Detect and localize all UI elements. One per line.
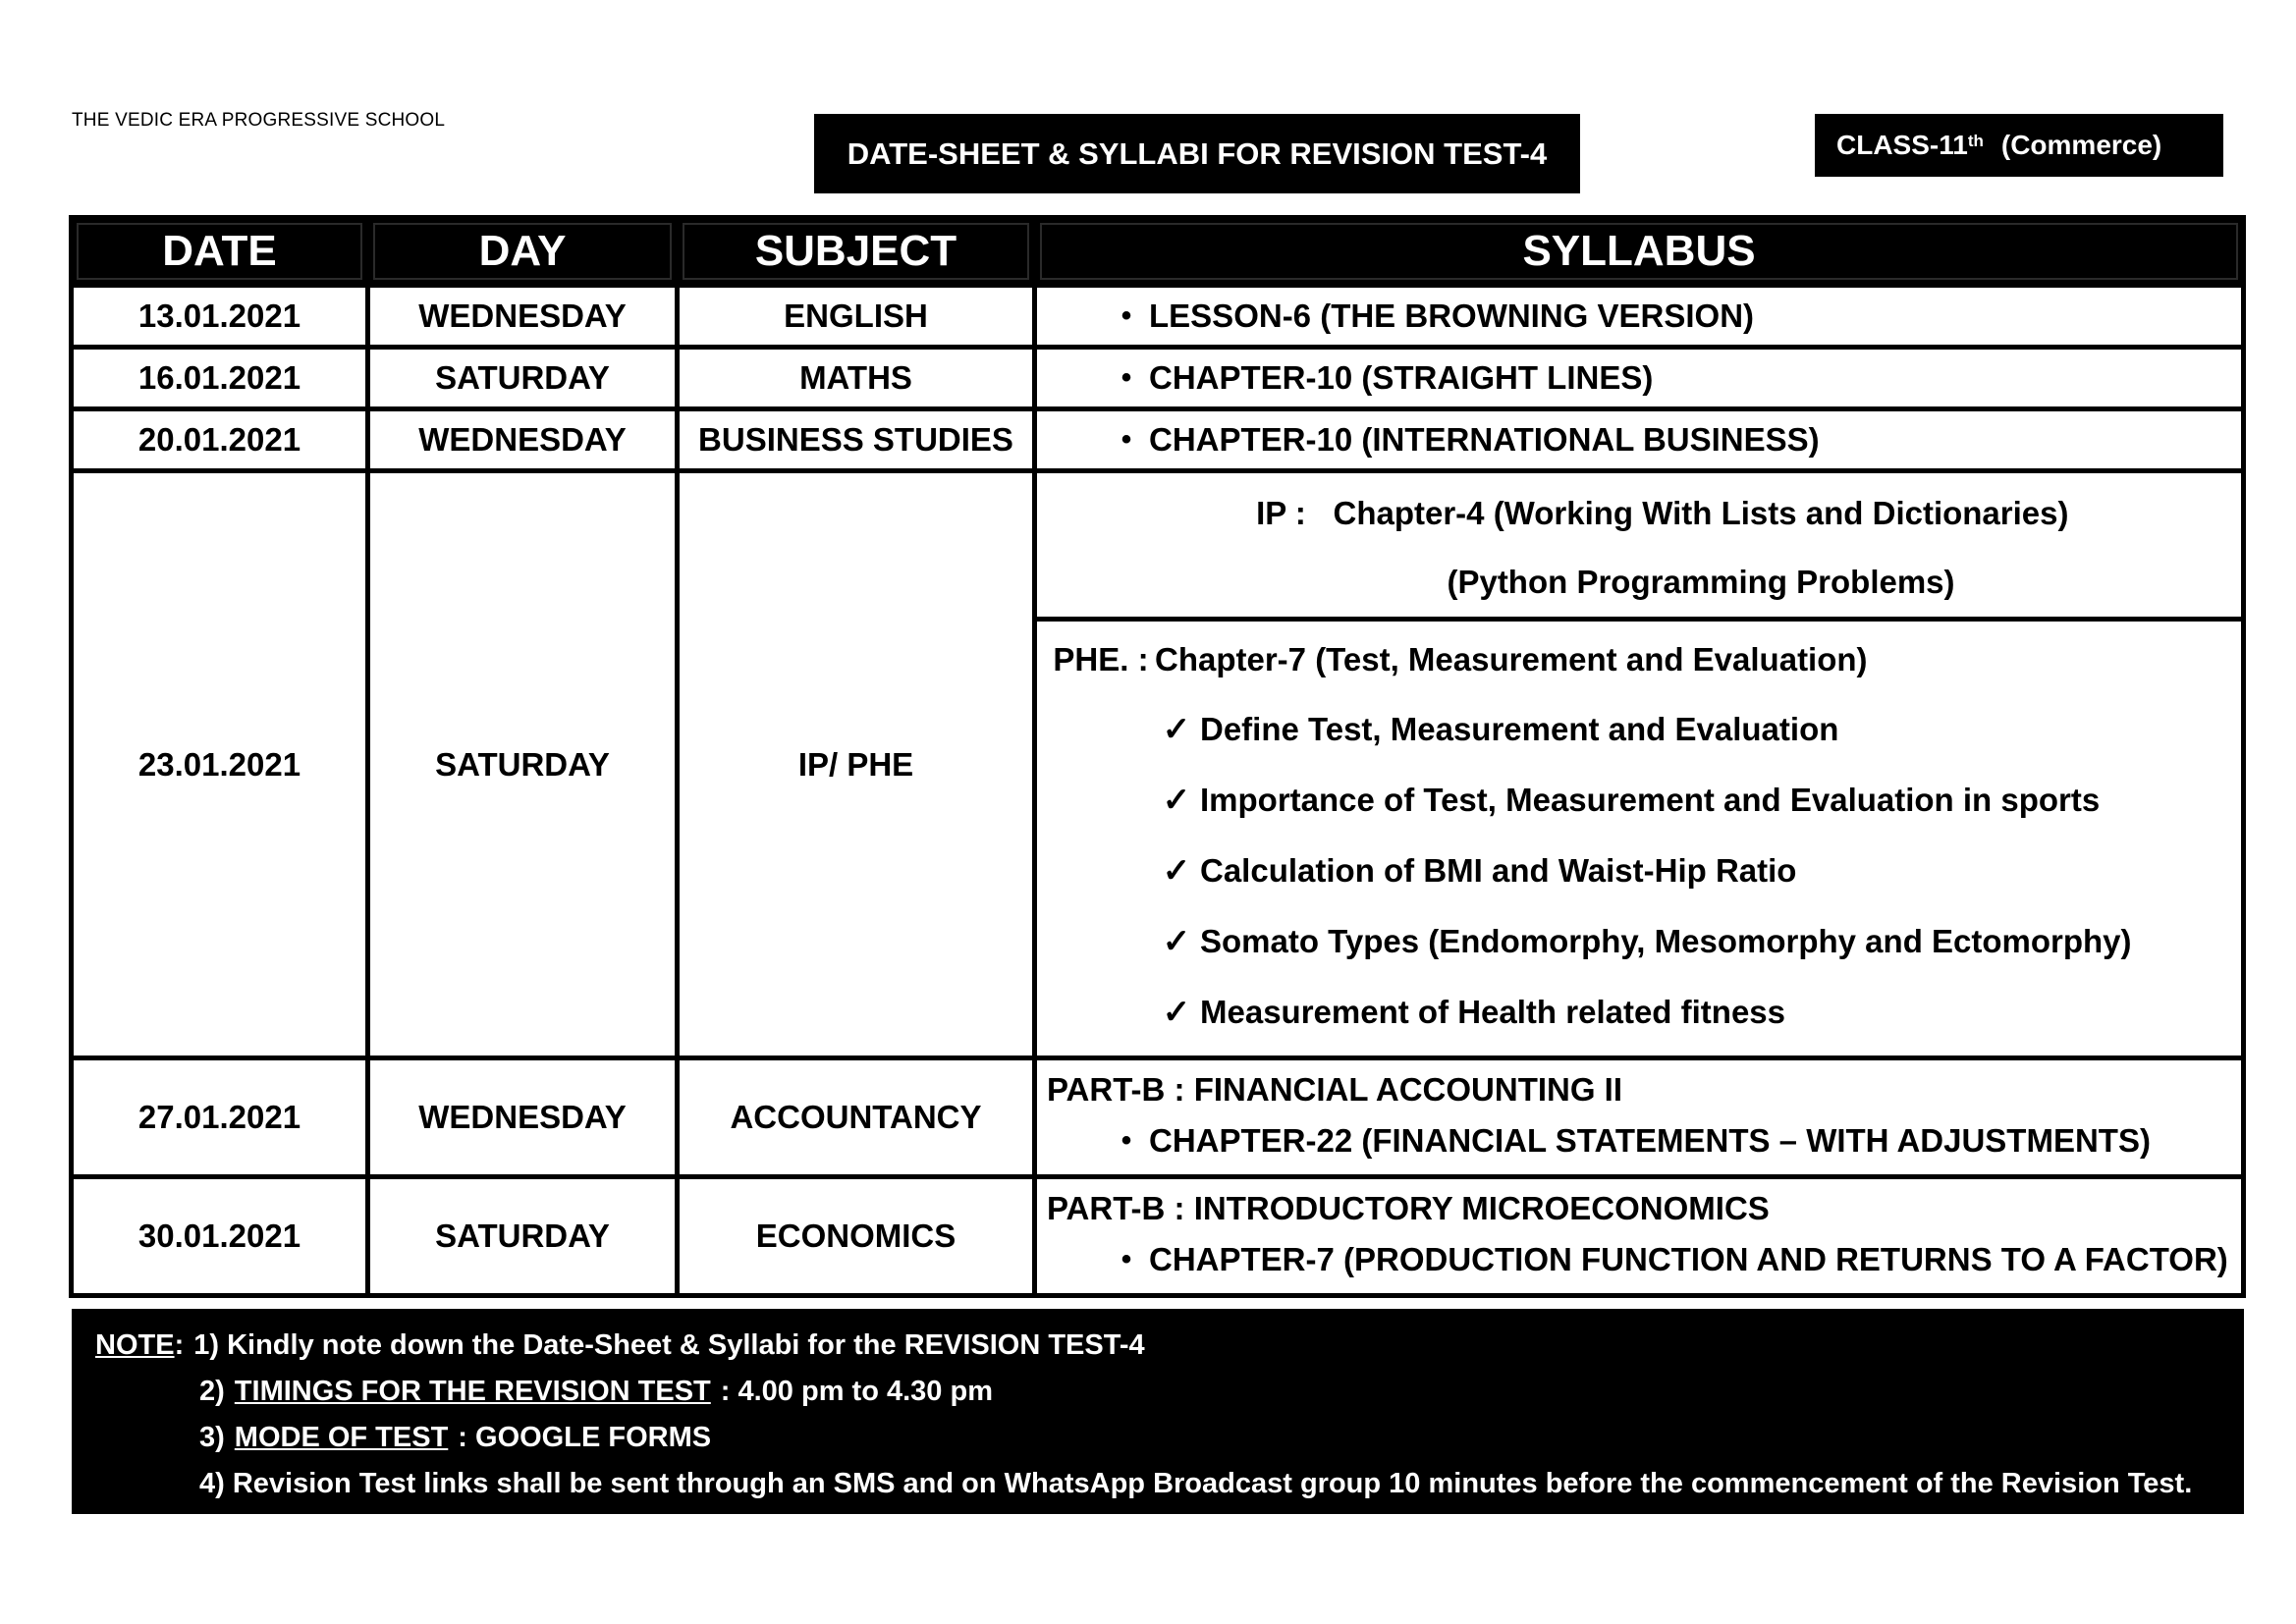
cell-subject: IP/ PHE	[678, 471, 1035, 1058]
cell-syllabus-ip	[1035, 471, 2244, 620]
cell-subject: MATHS	[678, 348, 1035, 409]
school-name: THE VEDIC ERA PROGRESSIVE SCHOOL	[72, 110, 446, 131]
checkmark-icon: ✓	[1162, 782, 1191, 819]
cell-subject: BUSINESS STUDIES	[678, 409, 1035, 471]
page-title: DATE-SHEET & SYLLABI FOR REVISION TEST-4	[814, 114, 1580, 193]
ip-extra: (Python Programming Problems)	[1447, 564, 1955, 600]
cell-day: WEDNESDAY	[368, 409, 678, 471]
bullet-icon: •	[1121, 1243, 1132, 1275]
table-row	[72, 286, 2244, 348]
phe-point: Measurement of Health related fitness	[1200, 994, 1785, 1030]
phe-label: PHE. :	[1053, 641, 1149, 677]
class-stream: (Commerce)	[2000, 130, 2162, 160]
syllabus-text: CHAPTER-7 (PRODUCTION FUNCTION AND RETURNS TO A FACTOR)	[1149, 1241, 2228, 1277]
table-row	[72, 409, 2244, 471]
cell-syllabus	[1035, 286, 2244, 348]
cell-syllabus	[1035, 1177, 2244, 1296]
cell-subject: ECONOMICS	[678, 1177, 1035, 1296]
note-value: : 4.00 pm to 4.30 pm	[720, 1376, 993, 1407]
cell-syllabus	[1035, 348, 2244, 409]
note-line-1: NOTE : 1) Kindly note down the Date-Sheet & Syllabi for the REVISION TEST-4	[95, 1329, 1145, 1361]
note-label: NOTE	[95, 1329, 175, 1361]
bullet-icon: •	[1121, 299, 1132, 332]
date-sheet-table	[69, 215, 2246, 1298]
cell-day: SATURDAY	[368, 471, 678, 1058]
class-sup: th	[1967, 132, 1984, 150]
cell-syllabus	[1035, 1058, 2244, 1177]
bullet-icon: •	[1121, 423, 1132, 456]
phe-point: Define Test, Measurement and Evaluation	[1200, 711, 1839, 747]
table-row	[72, 471, 2244, 620]
note-line-4: 4) Revision Test links shall be sent through an SMS and on WhatsApp Broadcast group 10 minutes before the commencement of the Revision Test.	[199, 1468, 2193, 1499]
cell-day: SATURDAY	[368, 1177, 678, 1296]
table-row	[72, 1058, 2244, 1177]
note-key: TIMINGS FOR THE REVISION TEST	[234, 1376, 711, 1407]
note-box	[72, 1309, 2244, 1514]
cell-day: WEDNESDAY	[368, 286, 678, 348]
cell-date: 20.01.2021	[72, 409, 368, 471]
header-syllabus: SYLLABUS	[1035, 218, 2244, 286]
list-item	[1047, 906, 2241, 977]
part-heading: PART-B : FINANCIAL ACCOUNTING II	[1047, 1071, 1623, 1108]
ip-chapter: Chapter-4 (Working With Lists and Dictionaries)	[1333, 495, 2069, 531]
cell-date: 23.01.2021	[72, 471, 368, 1058]
phe-point: Importance of Test, Measurement and Evaluation in sports	[1200, 782, 2101, 818]
header-day: DAY	[368, 218, 678, 286]
note-key: MODE OF TEST	[234, 1422, 449, 1453]
list-item	[1047, 765, 2241, 836]
cell-syllabus	[1035, 409, 2244, 471]
phe-point: Somato Types (Endomorphy, Mesomorphy and Ectomorphy)	[1200, 923, 2132, 959]
table-row	[72, 1177, 2244, 1296]
ip-label: IP :	[1256, 495, 1306, 531]
checkmark-icon: ✓	[1162, 711, 1191, 748]
list-item	[1047, 694, 2241, 765]
note-num: 3)	[199, 1422, 225, 1453]
phe-chapter: Chapter-7 (Test, Measurement and Evaluation)	[1155, 641, 1868, 677]
cell-date: 16.01.2021	[72, 348, 368, 409]
cell-day: WEDNESDAY	[368, 1058, 678, 1177]
note-num: 2)	[199, 1376, 225, 1407]
syllabus-text: CHAPTER-10 (INTERNATIONAL BUSINESS)	[1149, 421, 1820, 458]
checkmark-icon: ✓	[1162, 994, 1191, 1031]
bullet-icon: •	[1121, 361, 1132, 394]
cell-day: SATURDAY	[368, 348, 678, 409]
checkmark-icon: ✓	[1162, 852, 1191, 890]
cell-date: 13.01.2021	[72, 286, 368, 348]
table-row	[72, 348, 2244, 409]
cell-subject: ACCOUNTANCY	[678, 1058, 1035, 1177]
bullet-icon: •	[1121, 1124, 1132, 1157]
class-label	[1815, 114, 2223, 177]
part-heading: PART-B : INTRODUCTORY MICROECONOMICS	[1047, 1190, 1770, 1226]
note-line-3	[95, 1415, 2244, 1461]
header-subject: SUBJECT	[678, 218, 1035, 286]
table-header-row	[72, 218, 2244, 286]
cell-date: 27.01.2021	[72, 1058, 368, 1177]
checkmark-icon: ✓	[1162, 923, 1191, 960]
note-line-2	[95, 1369, 2244, 1415]
header-date: DATE	[72, 218, 368, 286]
list-item	[1047, 977, 2241, 1048]
note-text-1: 1) Kindly note down the Date-Sheet & Syllabi for the REVISION TEST-4	[193, 1329, 1145, 1361]
cell-date: 30.01.2021	[72, 1177, 368, 1296]
note-value: : GOOGLE FORMS	[458, 1422, 712, 1453]
syllabus-text: CHAPTER-10 (STRAIGHT LINES)	[1149, 359, 1654, 396]
cell-subject: ENGLISH	[678, 286, 1035, 348]
cell-syllabus-phe	[1035, 620, 2244, 1058]
list-item	[1047, 836, 2241, 906]
class-main: CLASS-11	[1836, 130, 1968, 160]
syllabus-text: LESSON-6 (THE BROWNING VERSION)	[1149, 298, 1755, 334]
syllabus-text: CHAPTER-22 (FINANCIAL STATEMENTS – WITH ADJUSTMENTS)	[1149, 1122, 2151, 1159]
phe-point: Calculation of BMI and Waist-Hip Ratio	[1200, 852, 1797, 889]
